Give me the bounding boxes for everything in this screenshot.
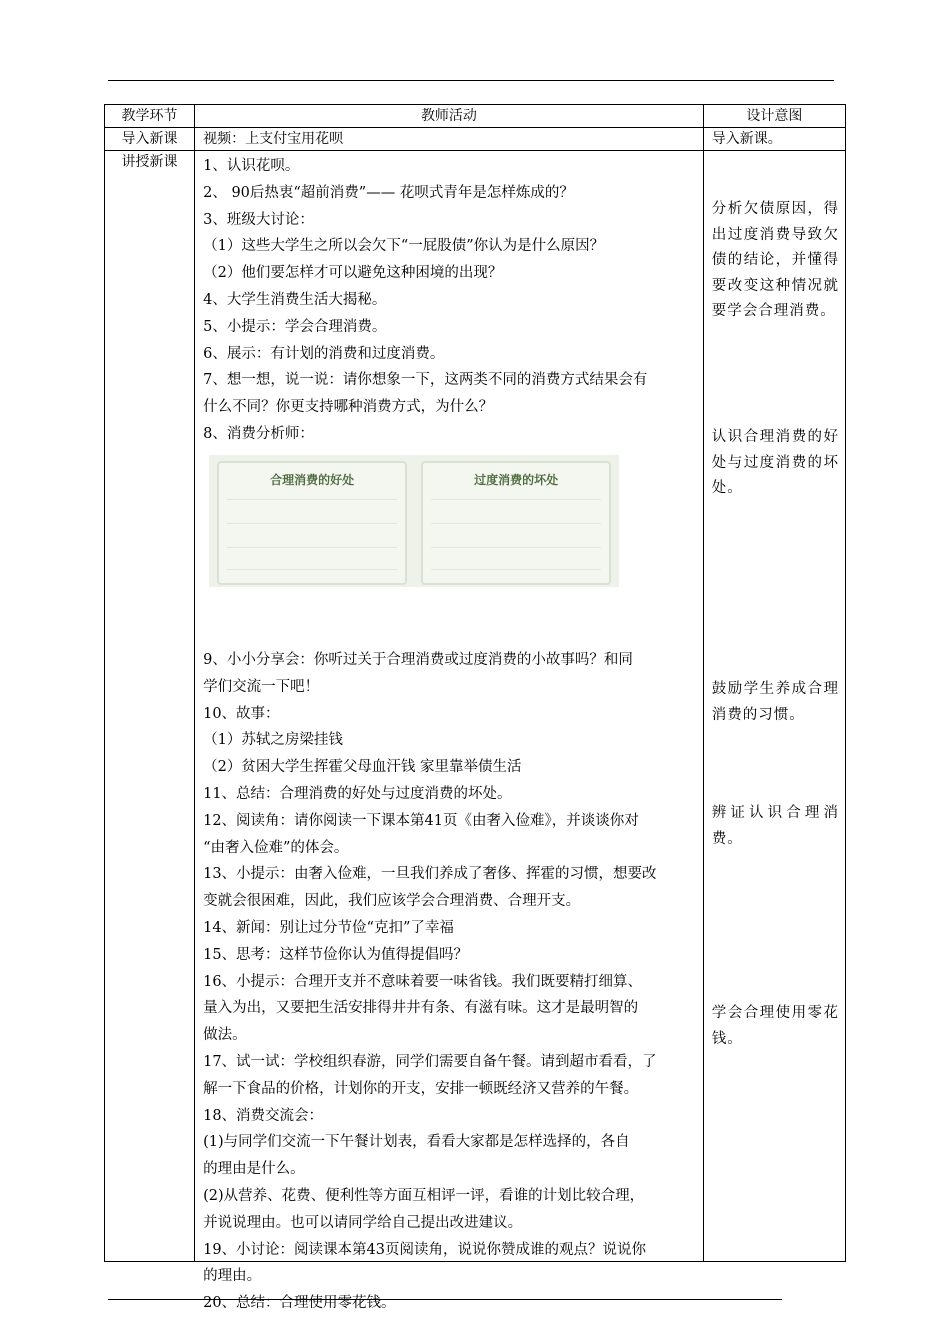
activity-line: 的理由是什么。 bbox=[203, 1161, 305, 1178]
main-intents-cell bbox=[703, 151, 845, 1262]
activity-line: （1）这些大学生之所以会欠下“一屁股债”你认为是什么原因？ bbox=[203, 238, 605, 255]
header-design-intent: 设计意图 bbox=[703, 105, 845, 128]
intro-intent: 导入新课。 bbox=[703, 128, 845, 151]
table-row-intro bbox=[105, 128, 846, 151]
header-rule bbox=[108, 80, 834, 81]
activity-line: 14、新闻：别让过分节俭“克扣”了幸福 bbox=[203, 919, 454, 936]
activity-line: (1)与同学们交流一下午餐计划表，看看大家都是怎样选择的，各自 bbox=[203, 1134, 630, 1151]
activities-list-1 bbox=[203, 153, 693, 448]
activity-line: （2）贫困大学生挥霍父母血汗钱 家里靠举债生活 bbox=[203, 759, 522, 776]
activity-line: 17、试一试：学校组织春游，同学们需要自备午餐。请到超市看看，了 bbox=[203, 1053, 657, 1070]
activity-line: （2）他们要怎样才可以避免这种困境的出现？ bbox=[203, 265, 503, 282]
consumption-analysis-figure bbox=[209, 455, 619, 587]
activity-line: 6、展示：有计划的消费和过度消费。 bbox=[203, 345, 445, 362]
activity-line: 1、认识花呗。 bbox=[203, 158, 300, 174]
activity-line: 7、想一想，说一说：请你想象一下，这两类不同的消费方式结果会有 bbox=[203, 372, 648, 389]
activity-line: 10、故事： bbox=[203, 705, 280, 722]
activities-list-2 bbox=[203, 647, 693, 1317]
activity-line: 学们交流一下吧！ bbox=[203, 678, 320, 695]
activity-line: （1）苏轼之房梁挂钱 bbox=[203, 732, 343, 749]
activity-line: (2)从营养、花费、便利性等方面互相评一评，看谁的计划比较合理， bbox=[203, 1187, 645, 1204]
activity-line: 变就会很困难，因此，我们应该学会合理消费、合理开支。 bbox=[203, 893, 581, 910]
header-stage: 教学环节 bbox=[105, 105, 195, 128]
good-panel-title: 合理消费的好处 bbox=[270, 473, 355, 487]
activity-line: 19、小讨论：阅读课本第43页阅读角，说说你赞成谁的观点？说说你 bbox=[203, 1241, 647, 1258]
activity-line: 9、小小分享会：你听过关于合理消费或过度消费的小故事吗？和同 bbox=[203, 652, 633, 668]
activity-line: 15、思考：这样节俭你认为值得提倡吗？ bbox=[203, 946, 469, 963]
activity-line: 12、阅读角：请你阅读一下课本第41页《由奢入俭难》，并谈谈你对 bbox=[203, 812, 639, 829]
activity-line: 4、大学生消费生活大揭秘。 bbox=[203, 291, 387, 308]
bad-panel-title: 过度消费的坏处 bbox=[474, 473, 559, 487]
activity-line: 16、小提示：合理开支并不意味着要一味省钱。我们既要精打细算、 bbox=[203, 973, 643, 990]
activity-line: 解一下食品的价格，计划你的开支，安排一顿既经济又营养的午餐。 bbox=[203, 1080, 639, 1097]
footer-rule bbox=[108, 1299, 782, 1300]
main-stage: 讲授新课 bbox=[105, 151, 195, 1262]
intent-item: 鼓励学生养成合理消费的习惯。 bbox=[711, 681, 839, 723]
table-header-row bbox=[105, 105, 846, 128]
activity-line: 做法。 bbox=[203, 1027, 247, 1044]
activity-line: 18、消费交流会： bbox=[203, 1107, 324, 1124]
activity-line: 11、总结：合理消费的好处与过度消费的坏处。 bbox=[203, 785, 512, 802]
lesson-plan-table bbox=[104, 104, 846, 1312]
intent-item: 辨证认识合理消费。 bbox=[711, 805, 839, 847]
activity-line: 并说说理由。也可以请同学给自己提出改进建议。 bbox=[203, 1214, 523, 1231]
activity-line: 量入为出，又要把生活安排得井井有条、有滋有味。这才是最明智的 bbox=[203, 1000, 639, 1017]
intro-activity: 视频：上支付宝用花呗 bbox=[195, 128, 704, 151]
table-row-main bbox=[105, 151, 846, 1262]
activity-line: 2、 90后热衷“超前消费”—— 花呗式青年是怎样炼成的？ bbox=[203, 184, 574, 201]
activity-line: 5、小提示：学会合理消费。 bbox=[203, 318, 387, 335]
good-panel bbox=[217, 461, 407, 585]
activity-line: “由奢入俭难”的体会。 bbox=[203, 839, 349, 856]
activity-line: 什么不同？你更支持哪种消费方式，为什么？ bbox=[203, 399, 494, 416]
activity-line: 8、消费分析师： bbox=[203, 425, 314, 442]
activity-line: 13、小提示：由奢入俭难，一旦我们养成了奢侈、挥霍的习惯，想要改 bbox=[203, 866, 657, 883]
activity-line: 20、总结：合理使用零花钱。 bbox=[203, 1295, 396, 1312]
activity-line: 的理由。 bbox=[203, 1268, 262, 1285]
header-teacher-activity: 教师活动 bbox=[195, 105, 704, 128]
intent-item: 学会合理使用零花钱。 bbox=[711, 1005, 839, 1047]
activity-line: 3、班级大讨论： bbox=[203, 211, 314, 228]
intent-item: 认识合理消费的好处与过度消费的坏处。 bbox=[711, 429, 839, 496]
intent-item: 分析欠债原因，得出过度消费导致欠债的结论，并懂得要改变这种情况就要学会合理消费。 bbox=[711, 201, 839, 319]
intro-stage: 导入新课 bbox=[105, 128, 195, 151]
bad-panel bbox=[421, 461, 611, 585]
main-activities-cell bbox=[195, 151, 704, 1312]
